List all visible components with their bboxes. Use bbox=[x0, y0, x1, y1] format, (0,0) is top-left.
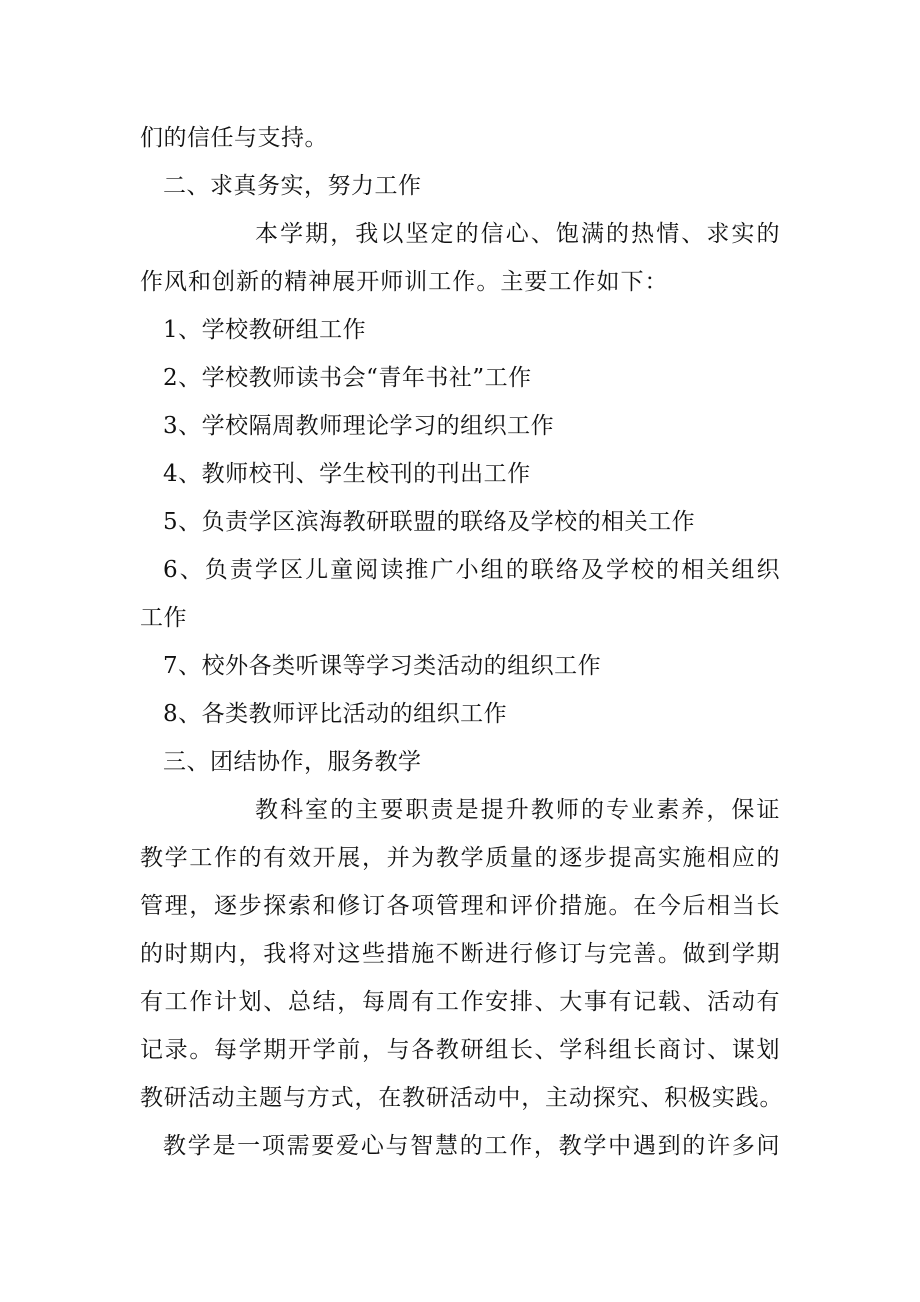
paragraph-line: 教科室的主要职责是提升教师的专业素养，保证 bbox=[255, 797, 780, 823]
paragraph-line: 作风和创新的精神展开师训工作。主要工作如下： bbox=[140, 269, 668, 295]
paragraph-line: 记录。每学期开学前，与各教研组长、学科组长商讨、谋划 bbox=[140, 1037, 780, 1063]
list-item-1: 1、学校教研组工作 bbox=[163, 317, 367, 343]
list-item-5: 5、负责学区滨海教研联盟的联络及学校的相关工作 bbox=[163, 509, 696, 535]
section-heading-3: 三、团结协作，服务教学 bbox=[163, 749, 422, 775]
paragraph-line: 本学期，我以坚定的信心、饱满的热情、求实的 bbox=[255, 221, 780, 247]
paragraph-line: 的时期内，我将对这些措施不断进行修订与完善。做到学期 bbox=[140, 941, 780, 967]
paragraph-line: 教学工作的有效开展，并为教学质量的逐步提高实施相应的 bbox=[140, 845, 780, 871]
section-heading-2: 二、求真务实，努力工作 bbox=[163, 173, 422, 199]
list-item-8: 8、各类教师评比活动的组织工作 bbox=[163, 701, 508, 727]
list-item-6: 6、负责学区儿童阅读推广小组的联络及学校的相关组织 bbox=[163, 557, 780, 583]
paragraph-line: 管理，逐步探索和修订各项管理和评价措施。在今后相当长 bbox=[140, 893, 780, 919]
paragraph-line-continuation: 们的信任与支持。 bbox=[140, 125, 328, 151]
list-item-6-continuation: 工作 bbox=[140, 605, 187, 631]
paragraph-line: 有工作计划、总结，每周有工作安排、大事有记载、活动有 bbox=[140, 989, 780, 1015]
list-item-4: 4、教师校刊、学生校刊的刊出工作 bbox=[163, 461, 531, 487]
list-item-7: 7、校外各类听课等学习类活动的组织工作 bbox=[163, 653, 602, 679]
paragraph-line: 教学是一项需要爱心与智慧的工作，教学中遇到的许多问 bbox=[163, 1133, 780, 1159]
list-item-2: 2、学校教师读书会“青年书社”工作 bbox=[163, 365, 532, 391]
list-item-3: 3、学校隔周教师理论学习的组织工作 bbox=[163, 413, 555, 439]
paragraph-line: 教研活动主题与方式，在教研活动中，主动探究、积极实践。 bbox=[140, 1085, 783, 1111]
